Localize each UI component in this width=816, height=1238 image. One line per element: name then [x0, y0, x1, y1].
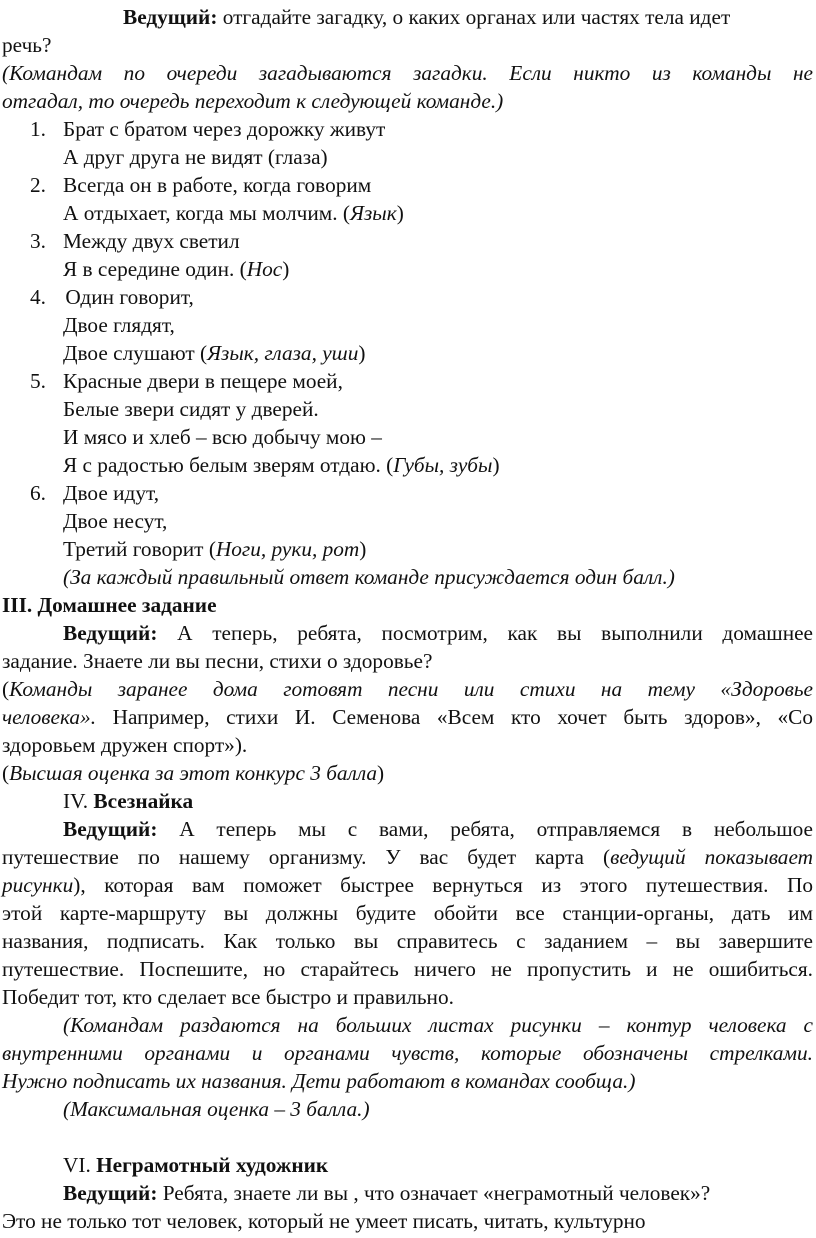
- riddle-number: 3.: [30, 229, 46, 253]
- artist-line-1: [63, 1180, 710, 1208]
- homework-line-3: [2, 676, 813, 704]
- riddle-number: 5.: [30, 369, 46, 393]
- know-all-note: ведущий показывает: [610, 845, 814, 869]
- riddle-line: [63, 256, 289, 284]
- section-title: Всезнайка: [88, 789, 194, 813]
- riddle-line: Двое идут,: [63, 481, 160, 505]
- host-label: Ведущий:: [123, 5, 218, 29]
- riddle-line: [63, 536, 366, 564]
- host-label: Ведущий:: [63, 621, 158, 645]
- riddle-text: ): [358, 341, 366, 365]
- riddle-line: И мясо и хлеб – всю добычу мою –: [63, 425, 382, 449]
- know-all-line-7: Победит тот, кто сделает все быстро и правильно.: [2, 985, 454, 1009]
- riddle-number: 6.: [30, 481, 46, 505]
- section-number: VI.: [63, 1153, 91, 1177]
- intro-line-1: [123, 4, 730, 32]
- section-heading-know-all: [63, 788, 193, 816]
- know-all-line-4: этой карте-маршруту вы должны будите обойти все станции-органы, дать им: [2, 901, 813, 925]
- homework-score-line: [2, 760, 384, 788]
- know-all-score: (Максимальная оценка – 3 балла.): [63, 1097, 370, 1121]
- riddle-number: 1.: [30, 117, 46, 141]
- intro-line-2: речь?: [2, 33, 52, 57]
- know-all-line-1: [63, 816, 813, 844]
- riddle-line: [63, 340, 366, 368]
- riddle-answer: Язык, глаза, уши: [207, 341, 359, 365]
- homework-text: Например, стихи И. Семенова «Всем кто хочет быть здоров», «Со: [96, 705, 813, 729]
- know-all-text: ), которая вам поможет быстрее вернуться из этого путешествия. По: [73, 873, 813, 897]
- know-all-line-5: названия, подписать. Как только вы справитесь с заданием – вы завершите: [2, 929, 813, 953]
- section-number: IV.: [63, 789, 89, 813]
- riddle-answer: Нос: [246, 257, 283, 281]
- know-all-note-3: Нужно подписать их названия. Дети работают в командах сообща.): [2, 1069, 636, 1093]
- host-label: Ведущий:: [63, 1181, 158, 1205]
- homework-line-1: [63, 620, 813, 648]
- riddle-number: 2.: [30, 173, 46, 197]
- know-all-text: А теперь мы с вами, ребята, отправляемся в небольшое: [157, 817, 813, 841]
- riddle-line: Красные двери в пещере моей,: [63, 369, 343, 393]
- intro-text: отгадайте загадку, о каких органах или частях тела идет: [217, 5, 731, 29]
- riddle-text: ): [359, 537, 367, 561]
- homework-line-4: [2, 704, 813, 732]
- know-all-line-3: [2, 872, 813, 900]
- section-heading-artist: [63, 1152, 328, 1180]
- section-heading-homework: III. Домашнее задание: [2, 593, 217, 617]
- riddle-text: ): [492, 453, 500, 477]
- riddle-line: Между двух светил: [63, 229, 240, 253]
- riddle-answer: Губы, зубы: [393, 453, 493, 477]
- homework-line-2: задание. Знаете ли вы песни, стихи о здоровье?: [2, 649, 433, 673]
- know-all-note: рисунки: [2, 873, 74, 897]
- riddle-line: Двое глядят,: [63, 313, 175, 337]
- riddle-line: Всегда он в работе, когда говорим: [63, 173, 372, 197]
- riddle-line: Белые звери сидят у дверей.: [63, 397, 319, 421]
- riddle-text: Третий говорит (: [63, 537, 216, 561]
- homework-line-5: здоровьем дружен спорт»).: [2, 733, 248, 757]
- homework-text: (: [2, 761, 10, 785]
- riddle-text: Я с радостью белым зверям отдаю. (: [63, 453, 394, 477]
- riddle-text: Я в середине один. (: [63, 257, 247, 281]
- riddle-line: [63, 452, 500, 480]
- riddle-number: 4.: [30, 285, 46, 309]
- homework-note: человека».: [2, 705, 97, 729]
- intro-note-line-2: отгадал, то очередь переходит к следующей команде.): [2, 89, 504, 113]
- riddle-text: А отдыхает, когда мы молчим. (: [63, 201, 350, 225]
- riddle-answer: Ноги, руки, рот: [215, 537, 360, 561]
- know-all-line-6: путешествие. Поспешите, но старайтесь ничего не пропустить и не ошибиться.: [2, 957, 813, 981]
- intro-note-line-1: (Командам по очереди загадываются загадки. Если никто из команды не: [2, 61, 813, 85]
- riddle-line: Один говорит,: [60, 285, 194, 309]
- riddle-text: ): [282, 257, 290, 281]
- homework-text: А теперь, ребята, посмотрим, как вы выполнили домашнее: [157, 621, 813, 645]
- riddle-line: [63, 200, 404, 228]
- artist-line-2: Это не только тот человек, который не умеет писать, читать, культурно: [2, 1209, 646, 1233]
- riddle-line: Брат с братом через дорожку живут: [63, 117, 386, 141]
- section-title: Неграмотный художник: [90, 1153, 329, 1177]
- artist-text: Ребята, знаете ли вы , что означает «неграмотный человек»?: [157, 1181, 711, 1205]
- know-all-note-2: внутренними органами и органами чувств, которые обозначены стрелками.: [2, 1041, 813, 1065]
- riddle-answer: Язык: [349, 201, 397, 225]
- know-all-text: путешествие по нашему организму. У вас будет карта (: [2, 845, 611, 869]
- riddle-line: А друг друга не видят (глаза): [63, 145, 328, 169]
- know-all-note-1: (Командам раздаются на больших листах рисунки – контур человека с: [63, 1013, 813, 1037]
- riddles-scoring-note: (За каждый правильный ответ команде присуждается один балл.): [63, 565, 675, 589]
- homework-text: ): [377, 761, 385, 785]
- host-label: Ведущий:: [63, 817, 158, 841]
- riddle-line: Двое несут,: [63, 509, 168, 533]
- know-all-line-2: [2, 844, 813, 872]
- riddle-text: ): [396, 201, 404, 225]
- homework-note: Команды заранее дома готовят песни или стихи на тему «Здоровье: [9, 677, 813, 701]
- homework-score: Высшая оценка за этот конкурс 3 балла: [9, 761, 378, 785]
- homework-text: (: [2, 677, 10, 701]
- riddle-text: Двое слушают (: [63, 341, 208, 365]
